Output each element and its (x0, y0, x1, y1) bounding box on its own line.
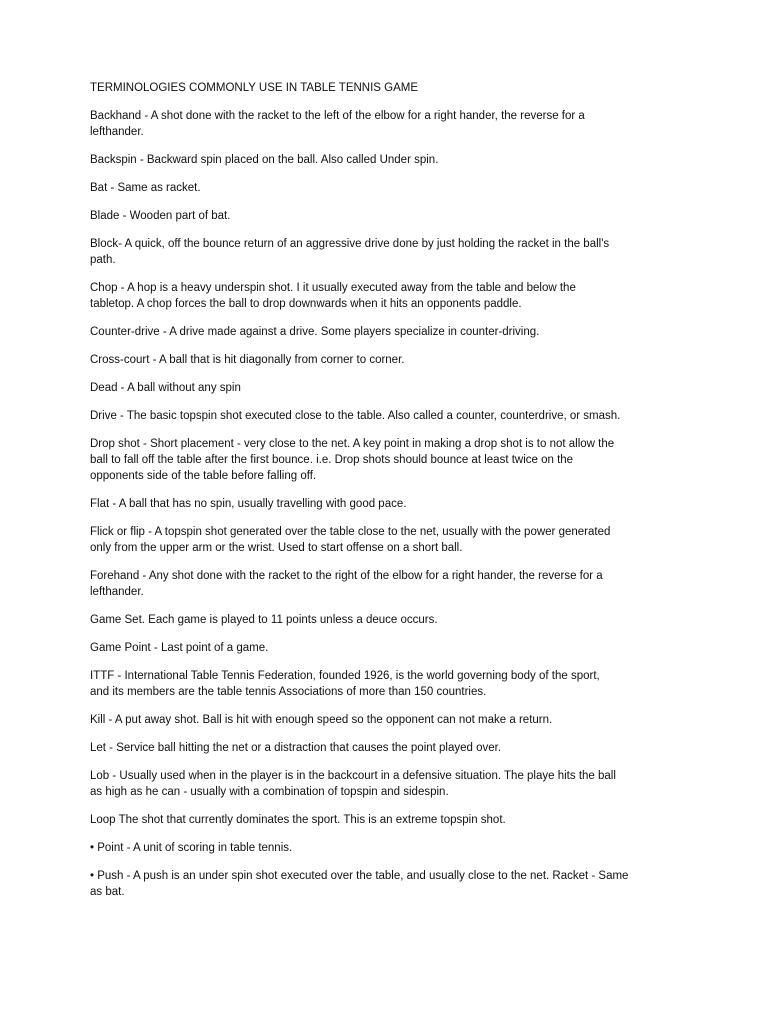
entry-line: tabletop. A chop forces the ball to drop downwards when it hits an opponents paddle. (90, 298, 522, 310)
term-blade (90, 208, 690, 224)
term-backspin (90, 152, 690, 168)
entry-line: Drive - The basic topspin shot executed close to the table. Also called a counter, counterdrive, or smash. (90, 410, 621, 422)
entry-line: Flick or flip - A topspin shot generated over the table close to the net, usually with the power generated (90, 526, 611, 538)
entry-line: ball to fall off the table after the first bounce. i.e. Drop shots should bounce at least twice on the (90, 454, 574, 466)
entry-line: Loop The shot that currently dominates the sport. This is an extreme topspin shot. (90, 814, 506, 826)
entry-line: Forehand - Any shot done with the racket to the right of the elbow for a right hander, the reverse for a (90, 570, 603, 582)
entry-line: Kill - A put away shot. Ball is hit with enough speed so the opponent can not make a return. (90, 714, 553, 726)
entry-line: opponents side of the table before falling off. (90, 470, 317, 482)
entry-line: • Point - A unit of scoring in table tennis. (90, 842, 293, 854)
term-block (90, 236, 690, 268)
term-game-point (90, 640, 690, 656)
term-drive (90, 408, 690, 424)
term-cross-court (90, 352, 690, 368)
entry-line: Let - Service ball hitting the net or a distraction that causes the point played over. (90, 742, 502, 754)
entry-line: • Push - A push is an under spin shot executed over the table, and usually close to the net. Racket - Same (90, 870, 629, 882)
document-title: TERMINOLOGIES COMMONLY USE IN TABLE TENNIS GAME (90, 82, 419, 94)
term-lob (90, 768, 690, 800)
term-point (90, 840, 690, 856)
entry-line: Blade - Wooden part of bat. (90, 210, 231, 222)
term-counter-drive (90, 324, 690, 340)
term-backhand (90, 108, 690, 140)
entry-line: Bat - Same as racket. (90, 182, 201, 194)
entry-line: as high as he can - usually with a combination of topspin and sidespin. (90, 786, 449, 798)
entry-line: lefthander. (90, 126, 144, 138)
term-drop-shot (90, 436, 690, 484)
document-page (90, 80, 690, 912)
entry-line: Chop - A hop is a heavy underspin shot. I it usually executed away from the table and below the (90, 282, 576, 294)
term-push (90, 868, 690, 900)
term-let (90, 740, 690, 756)
term-ittf (90, 668, 690, 700)
term-flick-or-flip (90, 524, 690, 556)
term-bat (90, 180, 690, 196)
entry-line: as bat. (90, 886, 125, 898)
entry-line: Game Point - Last point of a game. (90, 642, 269, 654)
entry-line: lefthander. (90, 586, 144, 598)
entry-line: and its members are the table tennis Associations of more than 150 countries. (90, 686, 487, 698)
entry-line: Drop shot - Short placement - very close to the net. A key point in making a drop shot is to not allow the (90, 438, 615, 450)
entry-line: Lob - Usually used when in the player is in the backcourt in a defensive situation. The playe hits the ball (90, 770, 616, 782)
entry-line: Game Set. Each game is played to 11 points unless a deuce occurs. (90, 614, 438, 626)
entry-line: Block- A quick, off the bounce return of an aggressive drive done by just holding the racket in the ball's (90, 238, 610, 250)
term-forehand (90, 568, 690, 600)
entry-line: Flat - A ball that has no spin, usually travelling with good pace. (90, 498, 407, 510)
term-chop (90, 280, 690, 312)
term-flat (90, 496, 690, 512)
entry-line: only from the upper arm or the wrist. Used to start offense on a short ball. (90, 542, 463, 554)
entry-line: Backhand - A shot done with the racket to the left of the elbow for a right hander, the reverse for a (90, 110, 585, 122)
term-dead (90, 380, 690, 396)
entry-line: Counter-drive - A drive made against a drive. Some players specialize in counter-driving. (90, 326, 540, 338)
term-game-set (90, 612, 690, 628)
entry-line: Cross-court - A ball that is hit diagonally from corner to corner. (90, 354, 405, 366)
term-loop (90, 812, 690, 828)
term-kill (90, 712, 690, 728)
entry-line: path. (90, 254, 116, 266)
entry-line: ITTF - International Table Tennis Federation, founded 1926, is the world governing body of the sport, (90, 670, 600, 682)
entry-line: Dead - A ball without any spin (90, 382, 241, 394)
entry-line: Backspin - Backward spin placed on the ball. Also called Under spin. (90, 154, 439, 166)
